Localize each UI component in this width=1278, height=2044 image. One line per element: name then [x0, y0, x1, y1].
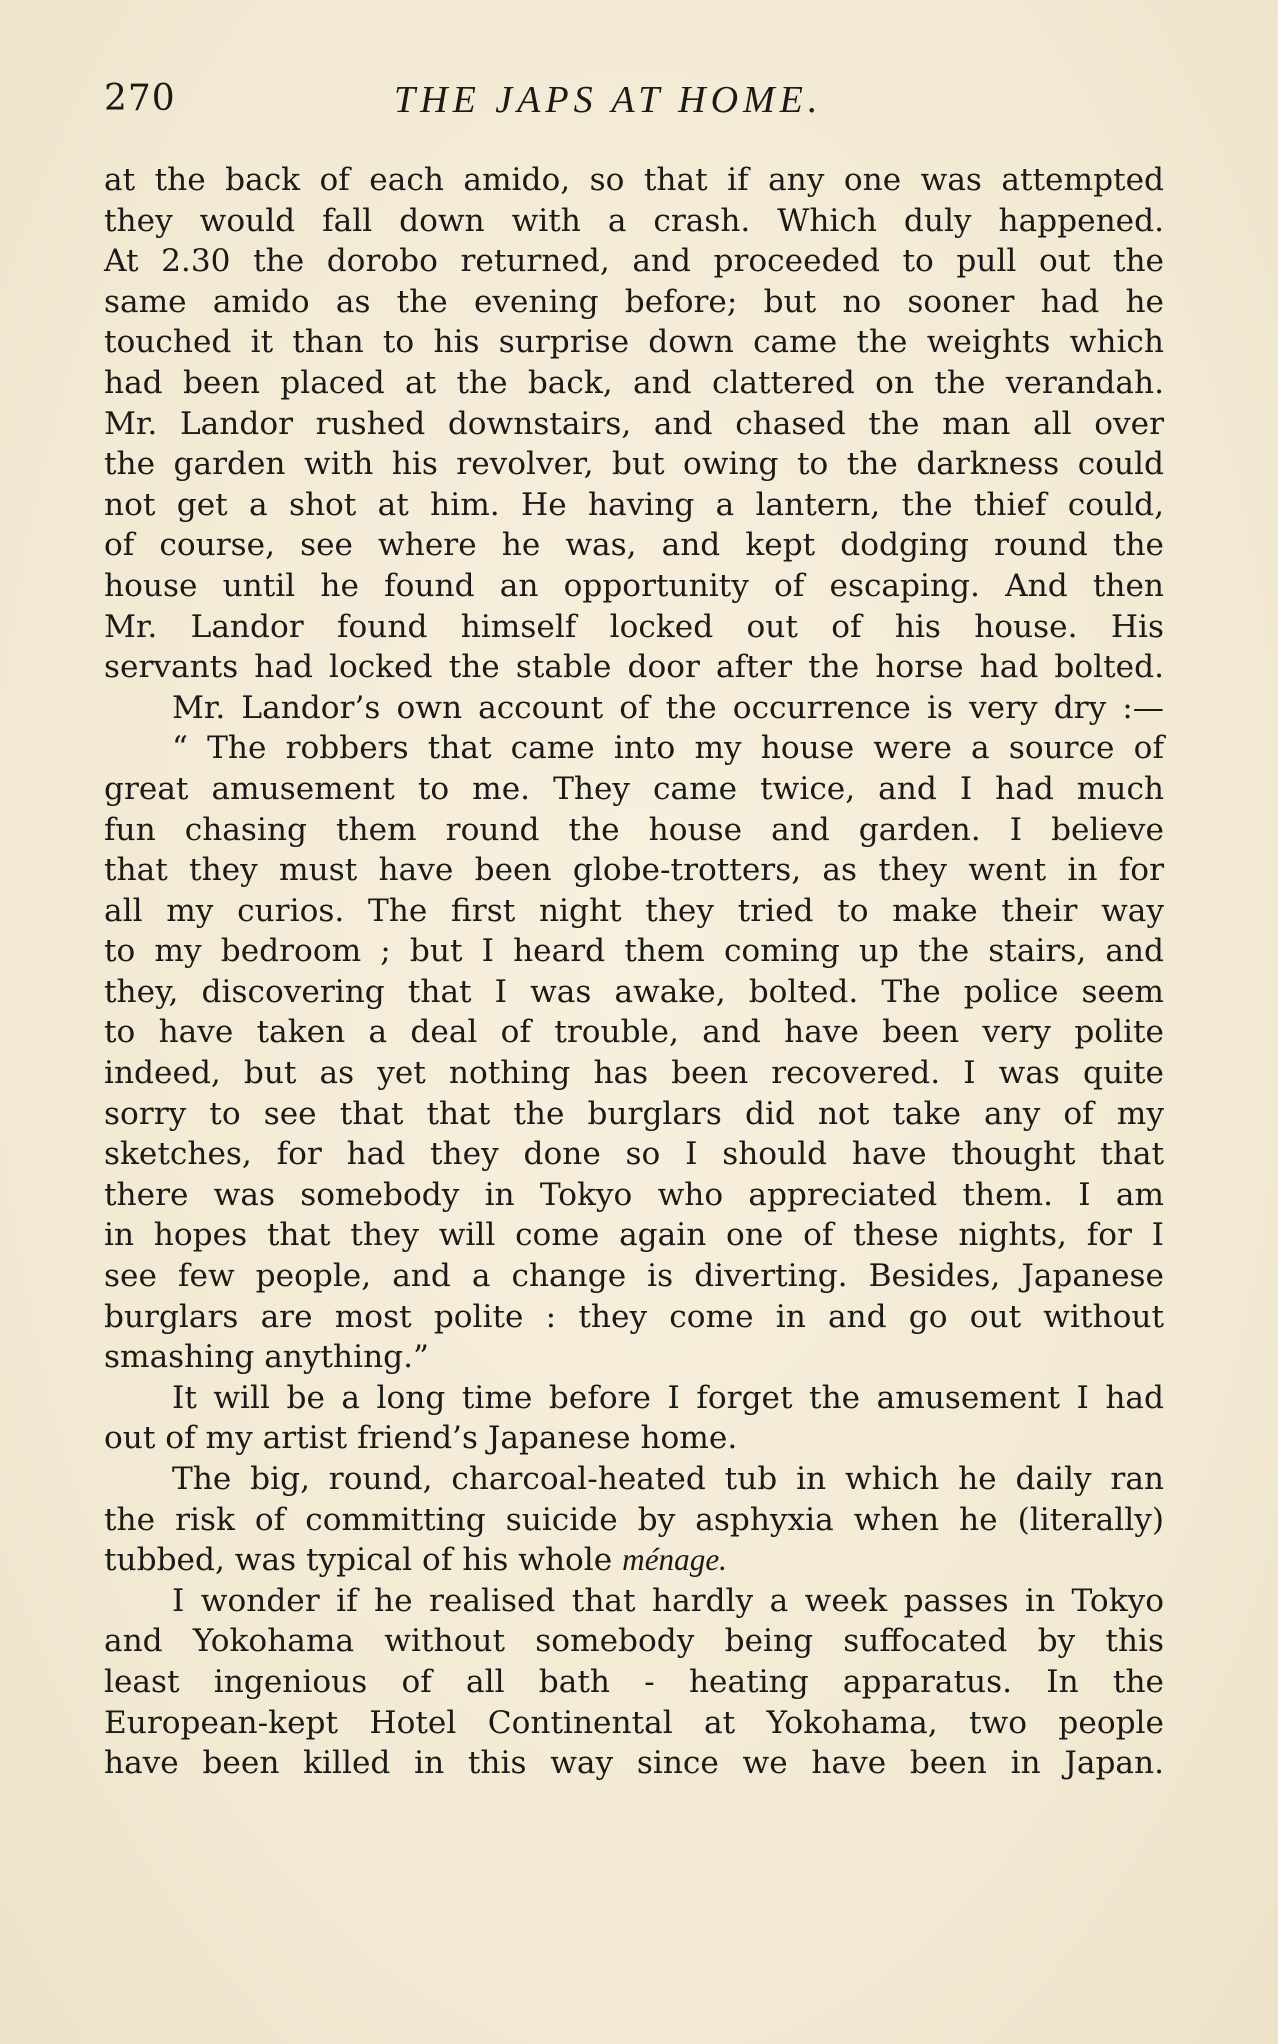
text-line: European-kept Hotel Continental at Yokohama, two people — [104, 1704, 1164, 1741]
text-line: to my bedroom ; but I heard them coming up the stairs, and — [104, 933, 1164, 970]
text-line: smashing anything.” — [104, 1339, 430, 1376]
italic-word: ménage. — [622, 1542, 727, 1578]
text-line: Mr. Landor’s own account of the occurrence is very dry :— — [172, 689, 1164, 726]
text-line: fun chasing them round the house and garden. I believe — [104, 811, 1164, 848]
text-line: great amusement to me. They came twice, and I had much — [104, 770, 1164, 807]
body-text — [104, 160, 1164, 1784]
text-line — [104, 1540, 1164, 1581]
text-line: have been killed in this way since we have been in Japan. — [104, 1745, 1164, 1782]
text-line: had been placed at the back, and clattered on the verandah. — [104, 364, 1164, 401]
text-line: see few people, and a change is diverting. Besides, Japanese — [104, 1258, 1164, 1295]
text-line: I wonder if he realised that hardly a week passes in Tokyo — [172, 1582, 1164, 1619]
text-line: At 2.30 the dorobo returned, and proceeded to pull out the — [104, 243, 1164, 280]
text-line: Mr. Landor found himself locked out of his house. His — [104, 608, 1164, 645]
text-line: Mr. Landor rushed downstairs, and chased the man all over — [104, 405, 1164, 442]
running-title: THE JAPS AT HOME. — [394, 79, 823, 121]
text-line: the risk of committing suicide by asphyxia when he (literally) — [104, 1501, 1164, 1538]
page-number: 270 — [104, 78, 176, 119]
text-line: least ingenious of all bath - heating apparatus. In the — [104, 1663, 1164, 1700]
text-line: same amido as the evening before; but no sooner had he — [104, 283, 1164, 320]
text-line: It will be a long time before I forget the amusement I had — [172, 1379, 1164, 1416]
text-line: there was somebody in Tokyo who appreciated them. I am — [104, 1176, 1164, 1213]
text-line: touched it than to his surprise down came the weights which — [104, 324, 1164, 361]
text-line: they, discovering that I was awake, bolted. The police seem — [104, 973, 1164, 1010]
text-run: tubbed, was typical of his whole — [104, 1542, 613, 1579]
text-line: all my curios. The first night they tried to make their way — [104, 892, 1164, 929]
text-line: at the back of each amido, so that if any one was attempted — [104, 162, 1164, 198]
text-line: servants had locked the stable door after the horse had bolted. — [104, 649, 1164, 686]
text-line: The big, round, charcoal-heated tub in which he daily ran — [172, 1461, 1164, 1497]
text-line: “ The robbers that came into my house were a source of — [172, 730, 1164, 767]
text-line: indeed, but as yet nothing has been recovered. I was quite — [104, 1055, 1164, 1092]
text-line: in hopes that they will come again one of these nights, for I — [104, 1217, 1164, 1254]
text-line: house until he found an opportunity of escaping. And then — [104, 567, 1164, 604]
text-line: burglars are most polite : they come in and go out without — [104, 1298, 1164, 1335]
text-line: and Yokohama without somebody being suffocated by this — [104, 1623, 1164, 1660]
text-line: out of my artist friend’s Japanese home. — [104, 1420, 738, 1457]
text-line: of course, see where he was, and kept dodging round the — [104, 527, 1164, 564]
text-line: they would fall down with a crash. Which duly happened. — [104, 202, 1164, 239]
text-line: the garden with his revolver, but owing to the darkness could — [104, 446, 1164, 483]
text-line: sketches, for had they done so I should have thought that — [104, 1136, 1164, 1173]
text-line: that they must have been globe-trotters, as they went in for — [104, 852, 1164, 889]
text-line: sorry to see that that the burglars did not take any of my — [104, 1095, 1164, 1132]
text-line: to have taken a deal of trouble, and have been very polite — [104, 1014, 1164, 1051]
running-head — [104, 78, 1164, 134]
text-line: not get a shot at him. He having a lantern, the thief could, — [104, 486, 1164, 523]
